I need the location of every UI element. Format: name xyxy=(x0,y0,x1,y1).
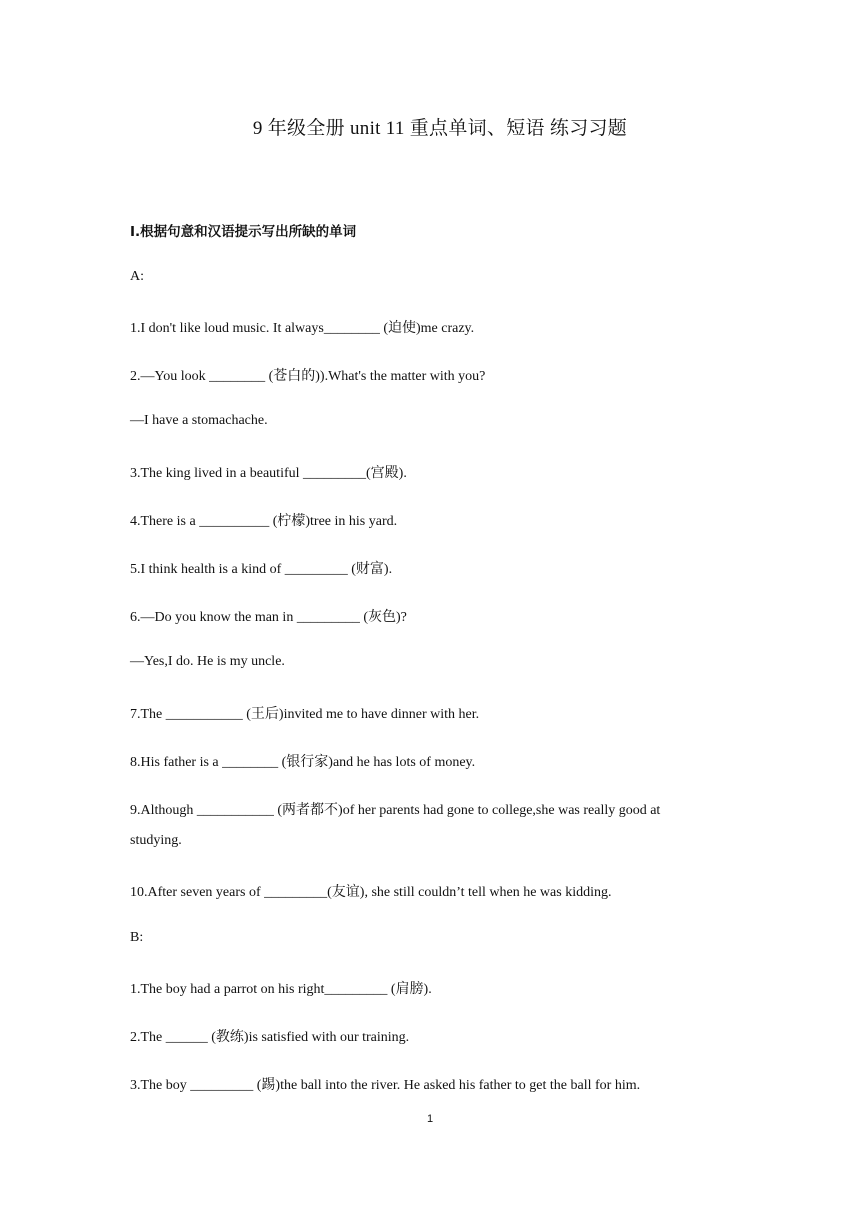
part-a-label: A: xyxy=(130,269,144,284)
exercise-line: —I have a stomachache. xyxy=(130,413,268,428)
part-b-label: B: xyxy=(130,930,144,945)
exercise-line: 6.—Do you know the man in _________ (灰色)? xyxy=(130,610,407,625)
exercise-line: 3.The king lived in a beautiful _________(宫殿). xyxy=(130,466,407,481)
exercise-line: 2.The ______ (教练)is satisfied with our training. xyxy=(130,1030,410,1045)
exercise-line: 9.Although ___________ (两者都不)of her parents had gone to college,she was really good at xyxy=(130,803,661,818)
exercise-line: 2.—You look ________ (苍白的)).What's the matter with you? xyxy=(130,369,486,384)
exercise-line: —Yes,I do. He is my uncle. xyxy=(130,654,285,669)
exercise-line: 7.The ___________ (王后)invited me to have dinner with her. xyxy=(130,707,480,722)
page-title: 9 年级全册 unit 11 重点单词、短语 练习习题 xyxy=(252,118,628,139)
exercise-line: 4.There is a __________ (柠檬)tree in his yard. xyxy=(130,514,398,529)
page-number: 1 xyxy=(426,1113,434,1125)
exercise-line: 10.After seven years of _________(友谊), she still couldn’t tell when he was kidding. xyxy=(130,885,612,900)
exercise-line: 8.His father is a ________ (银行家)and he has lots of money. xyxy=(130,755,476,770)
section-heading: I.根据句意和汉语提示写出所缺的单词 xyxy=(130,224,357,240)
exercise-line: 3.The boy _________ (踢)the ball into the river. He asked his father to get the ball for him. xyxy=(130,1078,641,1093)
exercise-line: studying. xyxy=(130,833,182,848)
exercise-line: 1.I don't like loud music. It always________ (迫使)me crazy. xyxy=(130,321,475,336)
exercise-line: 1.The boy had a parrot on his right_________ (肩膀). xyxy=(130,982,432,997)
exercise-line: 5.I think health is a kind of _________ (财富). xyxy=(130,562,393,577)
